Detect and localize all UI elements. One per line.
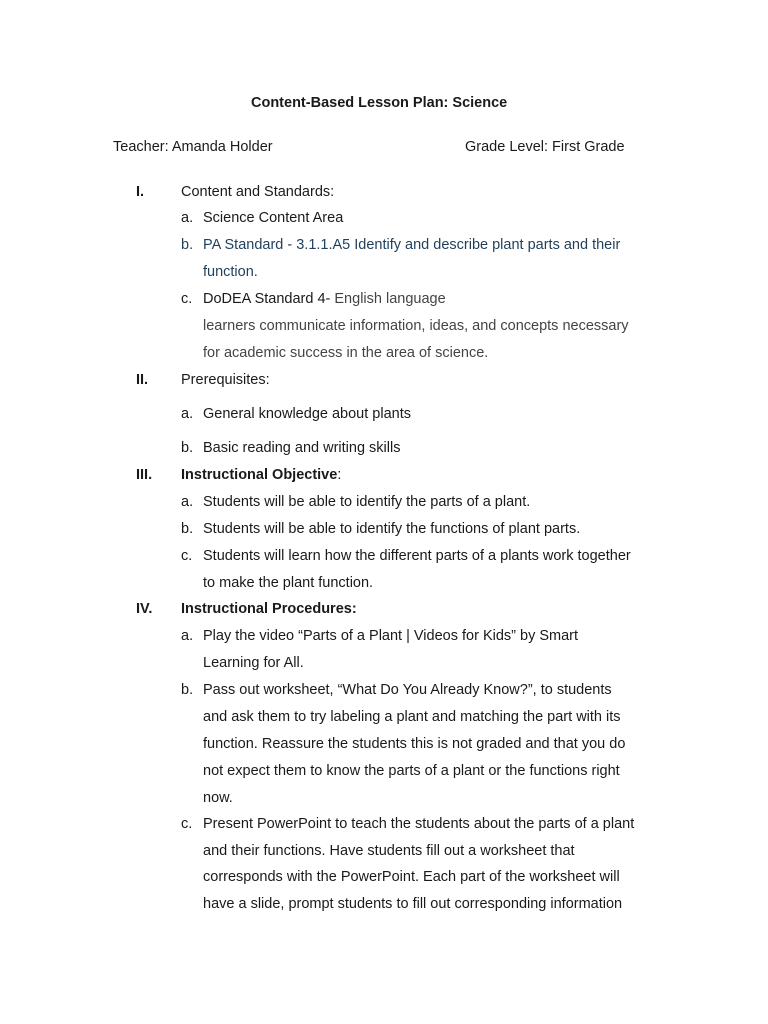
list-item-text: PA Standard - 3.1.1.A5 Identify and describe plant parts and their (203, 237, 621, 253)
list-item-text: have a slide, prompt students to fill out corresponding information (203, 896, 623, 912)
list-item-text: and their functions. Have students fill out a worksheet that (203, 843, 575, 859)
list-item-letter: b. (181, 440, 194, 456)
list-item-text: Pass out worksheet, “What Do You Already Know?”, to students (203, 682, 612, 698)
list-item-text: Science Content Area (203, 210, 344, 226)
list-item-letter: a. (181, 406, 194, 422)
list-item-letter: b. (181, 682, 194, 698)
list-item-letter: b. (181, 521, 194, 537)
document-title: Content-Based Lesson Plan: Science (251, 95, 508, 111)
list-item-letter: a. (181, 210, 194, 226)
list-item-text: for academic success in the area of science. (203, 345, 489, 361)
list-item-text: not expect them to know the parts of a plant or the functions right (203, 763, 620, 779)
list-item-text: Present PowerPoint to teach the students about the parts of a plant (203, 816, 635, 832)
standard-lead-rest: English language (334, 291, 446, 307)
section-heading-colon: : (337, 467, 342, 483)
list-item-text: Basic reading and writing skills (203, 440, 401, 456)
list-item-text (203, 290, 446, 308)
teacher-name: Teacher: Amanda Holder (113, 139, 273, 155)
section-heading-text: Instructional Objective (181, 467, 338, 483)
section-heading: Instructional Procedures: (181, 601, 357, 617)
section-numeral: III. (136, 467, 153, 483)
list-item-letter: b. (181, 237, 194, 253)
list-item-text: Students will be able to identify the parts of a plant. (203, 494, 531, 510)
list-item-letter: c. (181, 816, 193, 832)
standard-lead: DoDEA Standard 4- (203, 291, 335, 307)
list-item-text: corresponds with the PowerPoint. Each part of the worksheet will (203, 869, 620, 885)
list-item-text: General knowledge about plants (203, 406, 411, 422)
list-item-text: Learning for All. (203, 655, 304, 671)
section-heading: Content and Standards: (181, 184, 335, 200)
list-item-text: function. (203, 264, 258, 280)
section-heading: Prerequisites: (181, 372, 270, 388)
list-item-letter: c. (181, 548, 193, 564)
list-item-text: Play the video “Parts of a Plant | Videos for Kids” by Smart (203, 628, 579, 644)
section-heading (181, 466, 341, 484)
list-item-text: Students will learn how the different parts of a plants work together (203, 548, 631, 564)
list-item-text: learners communicate information, ideas, and concepts necessary (203, 318, 629, 334)
list-item-text: function. Reassure the students this is not graded and that you do (203, 736, 626, 752)
list-item-letter: a. (181, 628, 194, 644)
list-item-text: to make the plant function. (203, 575, 374, 591)
list-item-letter: c. (181, 291, 193, 307)
list-item-text: and ask them to try labeling a plant and matching the part with its (203, 709, 621, 725)
grade-level: Grade Level: First Grade (465, 139, 625, 155)
list-item-text: Students will be able to identify the functions of plant parts. (203, 521, 581, 537)
list-item-letter: a. (181, 494, 194, 510)
section-numeral: I. (136, 184, 145, 200)
list-item-text: now. (203, 790, 233, 806)
section-numeral: IV. (136, 601, 153, 617)
section-numeral: II. (136, 372, 149, 388)
